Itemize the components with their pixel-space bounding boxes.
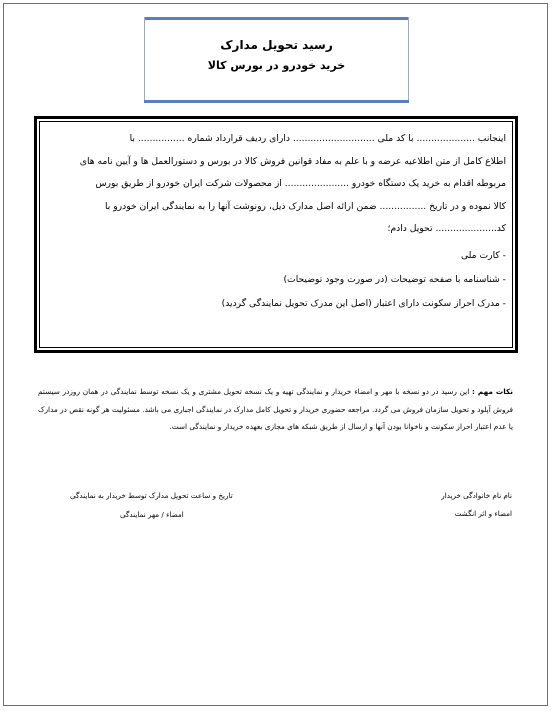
documents-list [46, 250, 506, 322]
declaration-box [34, 116, 518, 353]
buyer-signature-label: امضاء و اثر انگشت [454, 509, 512, 518]
declaration-line: کد..................... تحویل دادم؛ [387, 223, 506, 234]
declaration-line: اطلاع کامل از متن اطلاعیه عرضه و با علم به مفاد قوانین فروش کالا در بورس و دستورالعمل ها و آیین نامه های [79, 155, 506, 167]
page-border [3, 3, 548, 706]
buyer-name-label: نام نام خانوادگی خریدار [441, 491, 512, 500]
title-box [144, 17, 409, 103]
declaration-line: مربوطه اقدام به خرید یک دستگاه خودرو ...................... از محصولات شرکت ایران خودرو از طریق بورس [95, 178, 506, 189]
agency-signature-label: امضاء / مهر نمایندگی [120, 510, 184, 519]
title-box-top-bar [144, 17, 409, 20]
declaration-line: اینجانب .................... با کد ملی ............................ دارای ردیف قرارداد شماره ................ با [129, 133, 506, 144]
document-item-national-card: - کارت ملی [460, 250, 506, 261]
document-subtitle: خرید خودرو در بورس کالا [207, 59, 346, 72]
important-notes [38, 383, 513, 436]
declaration-text [46, 128, 506, 241]
notes-label: نکات مهم : [472, 387, 513, 396]
agency-datetime-label: تاریخ و ساعت تحویل مدارک توسط خریدار به نمایندگی [70, 491, 233, 500]
declaration-inner-border [39, 121, 513, 348]
document-item-birth-certificate: - شناسنامه با صفحه توضیحات (در صورت وجود توضیحات) [283, 274, 506, 285]
document-title: رسید تحویل مدارک [220, 38, 333, 52]
notes-text: این رسید در دو نسخه با مهر و امضاء خریدار و نمایندگی تهیه و یک نسخه تحویل مشتری و یک نسخه توسط نمایندگی در همان روزدر سیستم فروش آپلود و تحویل سازمان فروش می گردد. مراجعه حضوری خریدار و تحویل کامل مدارک در نمایندگی اجباری می باشد. مسئولیت هر گونه نقص در مدارک یا عدم اعتبار احراز سکونت و ناخوانا بودن آنها و ارسال از طریق شبکه های مجازی بعهده خریدار و نمایندگی است. [38, 387, 513, 431]
declaration-line: کالا نموده و در تاریخ ................ ضمن ارائه اصل مدارک ذیل، رونوشت آنها را به نمایندگی ایران خودرو با [104, 200, 506, 212]
document-item-residence-proof: - مدرک احراز سکونت دارای اعتبار (اصل این مدرک تحویل نمایندگی گردید) [221, 298, 506, 309]
title-box-bottom-bar [144, 100, 409, 103]
